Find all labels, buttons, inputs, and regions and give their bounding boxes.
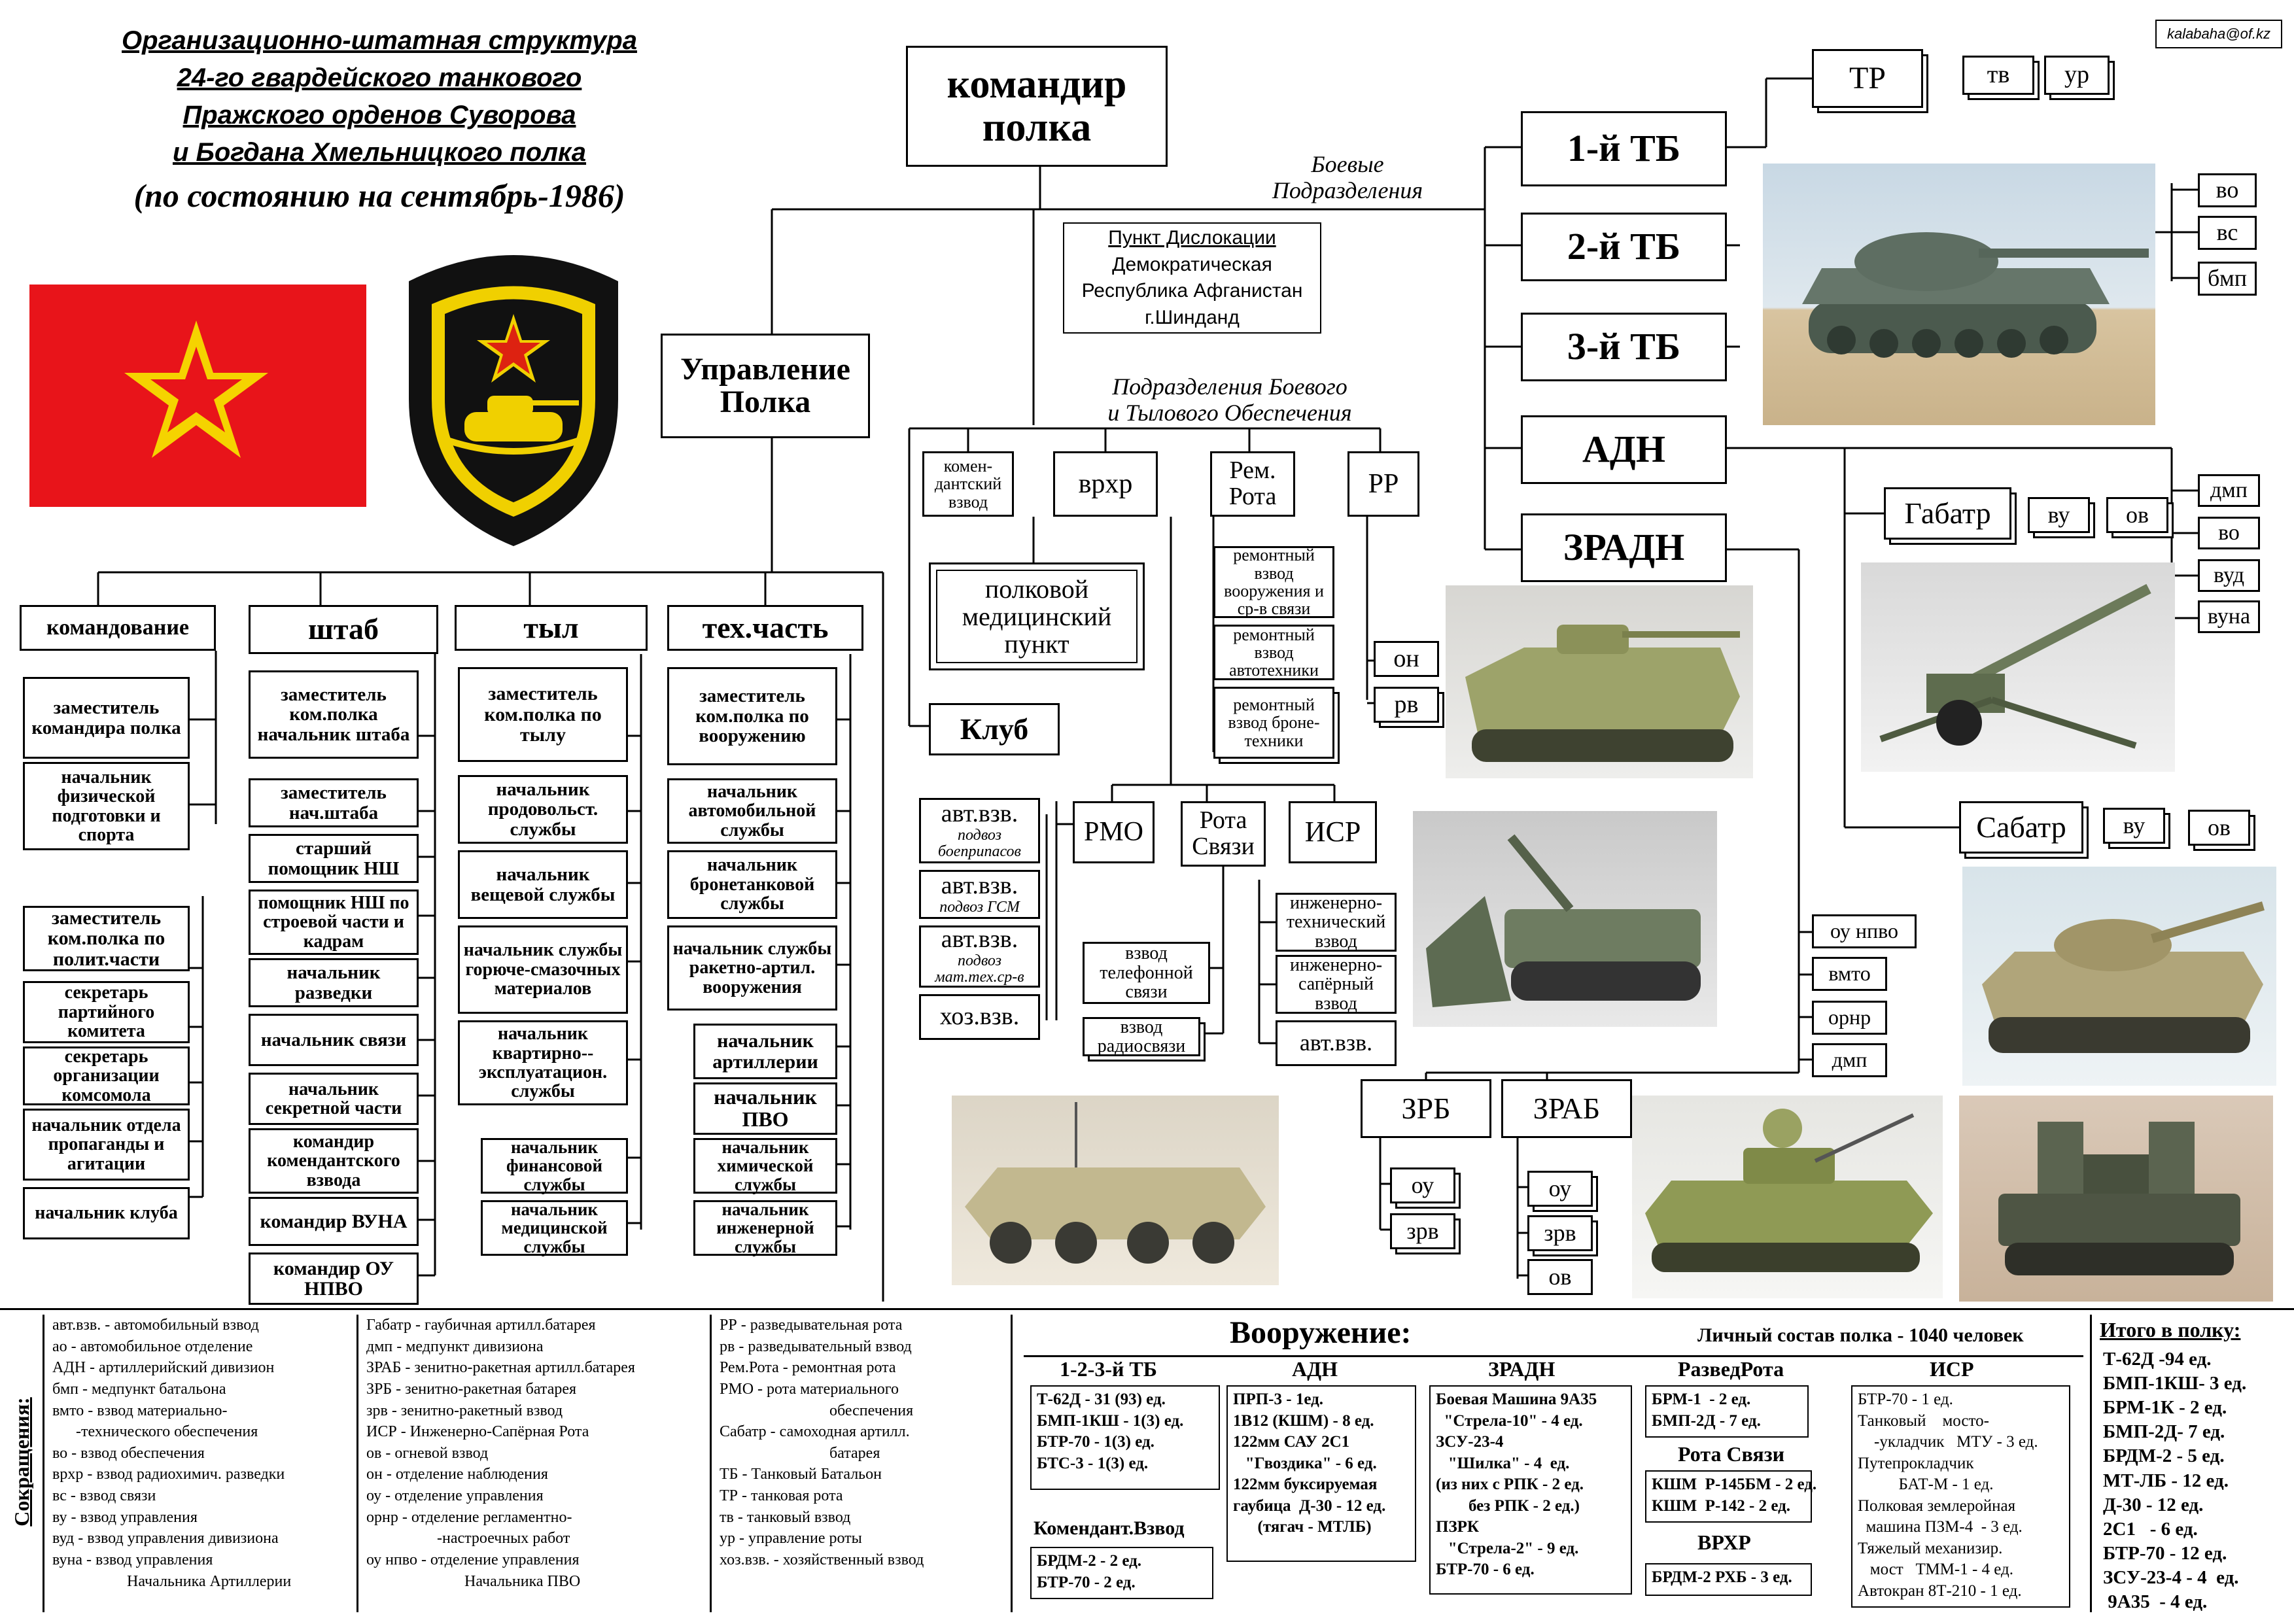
title-line: и Богдана Хмельницкого полка bbox=[172, 138, 587, 167]
arm-line: БТР-70 - 2 ед. bbox=[1037, 1573, 1136, 1591]
arm-group-komvz bbox=[1030, 1547, 1213, 1599]
rmo-platoon bbox=[919, 925, 1040, 988]
adn-sub-vuna: вуна bbox=[2198, 600, 2260, 633]
zrab-sub-zrv: зрв bbox=[1527, 1215, 1593, 1251]
abbrev-entry: во - взвод обеспечения bbox=[52, 1444, 205, 1462]
support-label-line: и Тылового Обеспечения bbox=[1107, 399, 1352, 426]
arm-line: мост ТММ-1 - 4 ед. bbox=[1858, 1561, 2014, 1578]
arm-group-vrhr bbox=[1645, 1563, 1812, 1596]
management-box: Управление Полка bbox=[661, 334, 870, 438]
adn-sub-dmp: дмп bbox=[2198, 474, 2260, 507]
arm-line: Танковый мосто- bbox=[1858, 1411, 1989, 1430]
abbrev-entry: РР - разведывательная рота bbox=[720, 1317, 903, 1334]
arm-line: БРМ-1 - 2 ед. bbox=[1652, 1391, 1751, 1408]
location-line: Пункт Дислокации bbox=[1108, 227, 1276, 249]
arm-line: 2С1 - 6 ед. bbox=[2103, 1518, 2198, 1540]
arm-head-isr: ИСР bbox=[1930, 1357, 1974, 1381]
arm-group-razv bbox=[1645, 1385, 1809, 1438]
abbrev-column bbox=[720, 1315, 924, 1571]
abbrev-entry: ву - взвод управления bbox=[52, 1508, 198, 1526]
zrab-box: ЗРАБ bbox=[1501, 1079, 1632, 1138]
arm-head-adn: АДН bbox=[1292, 1357, 1338, 1381]
arm-line: (из них с РПК - 2 ед. bbox=[1436, 1476, 1584, 1493]
rmo-platoon bbox=[919, 798, 1040, 863]
btr60-photo bbox=[952, 1096, 1279, 1285]
adn-sub-vud: вуд bbox=[2198, 559, 2260, 592]
arm-line: БРДМ-2 - 5 ед. bbox=[2103, 1445, 2225, 1467]
tb3-box: 3-й ТБ bbox=[1521, 313, 1727, 381]
abbrev-entry: ов - огневой взвод bbox=[366, 1444, 489, 1462]
abbrev-entry: -технического обеспечения bbox=[52, 1423, 258, 1441]
tyl-item: начальник службы горюче-смазочных материалов bbox=[458, 925, 628, 1014]
zradn-sub-ounpvo: оу нпво bbox=[1812, 914, 1917, 948]
arm-head-svyaz: Рота Связи bbox=[1678, 1442, 1785, 1466]
arm-line: БРДМ-2 РХБ - 3 ед. bbox=[1652, 1568, 1792, 1586]
arm-line: ЗСУ-23-4 - 4 ед. bbox=[2103, 1566, 2239, 1588]
abbrev-entry: оу нпво - отделение управления bbox=[366, 1551, 580, 1568]
arm-line: БАТ-М - 1 ед. bbox=[1858, 1476, 1994, 1493]
abbrev-col-divider bbox=[1011, 1315, 1013, 1612]
tb1-box: 1-й ТБ bbox=[1521, 111, 1727, 186]
rmo-platoon-note: подвоз боеприпасов bbox=[938, 826, 1021, 860]
arm-head-vrhr: ВРХР bbox=[1697, 1530, 1751, 1554]
abbrev-entry: оу - отделение управления bbox=[366, 1487, 544, 1504]
shtab-item: начальник секретной части bbox=[249, 1073, 419, 1125]
abbrev-entry: батарея bbox=[720, 1444, 880, 1462]
sabatr-box: Сабатр bbox=[1959, 801, 2083, 854]
location-box bbox=[1063, 222, 1321, 334]
arm-line: Полковая землеройная bbox=[1858, 1496, 2016, 1515]
personnel-count: Личный состав полка - 1040 человек bbox=[1697, 1324, 2024, 1346]
abbrev-entry: бмп - медпункт батальона bbox=[52, 1380, 226, 1398]
tb2-box: 2-й ТБ bbox=[1521, 213, 1727, 281]
arm-line: Путепрокладчик bbox=[1858, 1454, 1974, 1472]
tv-box: тв bbox=[1962, 56, 2034, 95]
abbrev-entry: ТБ - Танковый Батальон bbox=[720, 1466, 882, 1483]
rmo-platoon-note: подвоз мат.тех.ср-в bbox=[935, 952, 1024, 986]
arm-head-razv: РазведРота bbox=[1678, 1357, 1784, 1381]
zrb-sub-ou: оу bbox=[1390, 1167, 1455, 1203]
arm-line: КШМ Р-145БМ - 2 ед. bbox=[1652, 1476, 1817, 1493]
tr-box: ТР bbox=[1812, 49, 1923, 108]
tech-item: начальник ПВО bbox=[693, 1082, 837, 1135]
arm-line: БРДМ-2 - 2 ед. bbox=[1037, 1552, 1141, 1570]
arm-line: БМП-2Д - 7 ед. bbox=[1652, 1411, 1761, 1430]
shtab-item: заместитель ком.полка начальник штаба bbox=[249, 670, 419, 759]
abbrev-entry: рв - разведывательный взвод bbox=[720, 1338, 912, 1355]
abbrev-entry: ур - управление роты bbox=[720, 1530, 862, 1547]
bmp2-photo bbox=[1446, 585, 1753, 778]
support-label-line: Подразделения Боевого bbox=[1112, 373, 1347, 400]
komandovanie-item: начальник физической подготовки и спорта bbox=[23, 762, 190, 850]
tech-item: начальник химической службы bbox=[693, 1138, 837, 1194]
arm-line: ЗСУ-23-4 bbox=[1436, 1433, 1504, 1451]
arm-group-adn bbox=[1226, 1385, 1416, 1562]
shtab-item: старший помощник НШ bbox=[249, 834, 419, 883]
arm-line: Т-62Д - 31 (93) ед. bbox=[1037, 1391, 1166, 1408]
tech-item: заместитель ком.полка по вооружению bbox=[667, 667, 837, 765]
arm-line: МТ-ЛБ - 12 ед. bbox=[2103, 1470, 2229, 1491]
abbrev-entry: Габатр - гаубичная артилл.батарея bbox=[366, 1317, 596, 1334]
arm-line: БТР-70 - 1 ед. bbox=[1858, 1391, 1953, 1408]
credit: kalabaha@of.kz bbox=[2155, 20, 2282, 48]
title-line: Организационно-штатная структура bbox=[122, 26, 637, 55]
arm-line: "Шилка" - 4 ед. bbox=[1436, 1454, 1570, 1472]
svyaz-platoon: взвод телефонной связи bbox=[1083, 942, 1210, 1004]
arm-line: БТС-3 - 1(3) ед. bbox=[1037, 1454, 1149, 1472]
arm-line: гаубица Д-30 - 12 ед. bbox=[1233, 1496, 1386, 1515]
rmo-platoon bbox=[919, 870, 1040, 919]
arm-line: БТР-70 - 1(3) ед. bbox=[1037, 1433, 1155, 1451]
tech-item: начальник артиллерии bbox=[693, 1024, 837, 1079]
arm-line: ПРП-3 - 1ед. bbox=[1233, 1391, 1323, 1408]
arm-head-zradn: ЗРАДН bbox=[1488, 1357, 1555, 1381]
abbrev-entry: Рем.Рота - ремонтная рота bbox=[720, 1359, 896, 1377]
arm-line: БМП-2Д- 7 ед. bbox=[2103, 1421, 2225, 1443]
rem-platoon: ремонтный взвод вооружения и ср-в связи bbox=[1213, 546, 1334, 618]
tech-item: начальник инженерной службы bbox=[693, 1200, 837, 1256]
armament-title: Вооружение: bbox=[1230, 1315, 1412, 1350]
zradn-sub-ornr: орнр bbox=[1812, 1001, 1887, 1035]
abbrev-entry: ЗРБ - зенитно-ракетная батарея bbox=[366, 1380, 577, 1398]
abbrev-entry: вмто - взвод материально- bbox=[52, 1402, 228, 1419]
komandovanie-head: командование bbox=[20, 605, 216, 651]
rota-svyazi-box: Рота Связи bbox=[1181, 801, 1266, 867]
zsu-shilka-photo bbox=[1632, 1096, 1943, 1298]
isr-platoon: авт.взв. bbox=[1276, 1020, 1397, 1066]
arm-line: Автокран 8Т-210 - 1 ед. bbox=[1858, 1581, 2022, 1600]
combat-label: Боевые Подразделения bbox=[1272, 151, 1423, 203]
location-line: Демократическая bbox=[1112, 253, 1272, 275]
title-date: (по состоянию на сентябрь-1986) bbox=[133, 177, 625, 214]
rmo-platoon-name: авт.взв. bbox=[941, 925, 1018, 954]
arm-line: БРМ-1К - 2 ед. bbox=[2103, 1397, 2227, 1419]
tb-sub-vo: во bbox=[2198, 173, 2257, 207]
arm-line: без РПК - 2 ед.) bbox=[1436, 1496, 1580, 1515]
shtab-item: командир ВУНА bbox=[249, 1197, 419, 1246]
gabatr-ov: ов bbox=[2106, 497, 2168, 533]
star-icon bbox=[29, 285, 366, 507]
rmo-box: РМО bbox=[1073, 801, 1155, 863]
arm-head-tb: 1-2-3-й ТБ bbox=[1060, 1357, 1157, 1381]
shtab-item: командир ОУ НПВО bbox=[249, 1253, 419, 1305]
abbrev-col-divider bbox=[43, 1315, 44, 1612]
komandovanie-item: заместитель командира полка bbox=[23, 677, 190, 759]
abbrev-label: Сокращения: bbox=[10, 1397, 33, 1527]
abbrev-entry: ТР - танковая рота bbox=[720, 1487, 843, 1504]
klub-box: Клуб bbox=[929, 703, 1060, 755]
abbrev-entry: Сабатр - самоходная артилл. bbox=[720, 1423, 910, 1441]
arm-line: машина ПЗМ-4 - 3 ед. bbox=[1858, 1518, 2023, 1536]
title-line: Пражского орденов Суворова bbox=[182, 101, 576, 130]
tb-sub-vs: вс bbox=[2198, 216, 2257, 250]
rmo-platoon-name: авт.взв. bbox=[941, 799, 1018, 827]
abbrev-entry: -настроечных работ bbox=[366, 1530, 570, 1547]
shtab-item: командир комендантского взвода bbox=[249, 1128, 419, 1194]
location-line: г.Шинданд bbox=[1145, 306, 1240, 328]
arm-line: Т-62Д -94 ед. bbox=[2103, 1349, 2212, 1370]
abbrev-entry: АДН - артиллерийский дивизион bbox=[52, 1359, 275, 1377]
isr-platoon: инженерно-технический взвод bbox=[1276, 893, 1397, 952]
abbrev-entry: ЗРАБ - зенитно-ракетная артилл.батарея bbox=[366, 1359, 635, 1377]
abbrev-entry: РМО - рота материального bbox=[720, 1380, 899, 1398]
support-label bbox=[1034, 374, 1426, 426]
rmo-platoon-name: хоз.взв. bbox=[939, 1003, 1020, 1031]
arm-line: 9А35 - 4 ед. bbox=[2103, 1591, 2208, 1613]
abbrev-entry: вуна - взвод управления bbox=[52, 1551, 213, 1568]
gabatr-vu: ву bbox=[2028, 497, 2090, 533]
abbrev-entry: авт.взв. - автомобильный взвод bbox=[52, 1317, 259, 1334]
komandovanie-item: секретарь партийного комитета bbox=[23, 981, 190, 1043]
adn-sub-vo: во bbox=[2198, 517, 2260, 549]
imr-engineering-vehicle-photo bbox=[1413, 811, 1717, 1027]
abbrev-entry: Начальника ПВО bbox=[366, 1572, 581, 1590]
tyl-head: тыл bbox=[455, 605, 648, 651]
tank-troops-patch bbox=[396, 242, 631, 549]
komandovanie-item: заместитель ком.полка по полит.части bbox=[23, 906, 190, 971]
arm-line: Боевая Машина 9А35 bbox=[1436, 1391, 1597, 1408]
tech-item: начальник автомобильной службы bbox=[667, 778, 837, 844]
arm-head-komvz: Комендант.Взвод bbox=[1034, 1517, 1185, 1539]
arm-line: 122мм буксируемая bbox=[1233, 1476, 1378, 1493]
arm-line: БМП-1КШ - 1(3) ед. bbox=[1037, 1411, 1184, 1430]
abbrev-entry: врхр - взвод радиохимич. разведки bbox=[52, 1466, 285, 1483]
tyl-item: начальник вещевой службы bbox=[458, 850, 628, 919]
arm-line: "Гвоздика" - 6 ед. bbox=[1233, 1454, 1377, 1472]
arm-line: -укладчик МТУ - 3 ед. bbox=[1858, 1433, 2038, 1451]
location-line: Республика Афганистан bbox=[1081, 280, 1303, 302]
tech-head: тех.часть bbox=[667, 605, 863, 651]
shtab-item: начальник связи bbox=[249, 1014, 419, 1066]
rem-platoon: ремонтный взвод броне-техники bbox=[1213, 687, 1334, 759]
abbrev-entry: вуд - взвод управления дивизиона bbox=[52, 1530, 279, 1547]
title-block bbox=[52, 26, 706, 215]
arm-line: 1В12 (КШМ) - 8 ед. bbox=[1233, 1411, 1374, 1430]
arm-line: ПЗРК bbox=[1436, 1518, 1480, 1536]
zradn-sub-dmp: дмп bbox=[1812, 1043, 1887, 1077]
commander-box: командир полка bbox=[906, 46, 1168, 167]
2s1-gvozdika-photo bbox=[1962, 867, 2276, 1086]
abbrev-entry: зрв - зенитно-ракетный взвод bbox=[366, 1402, 563, 1419]
arm-line: "Стрела-2" - 9 ед. bbox=[1436, 1539, 1579, 1557]
isr-platoon: инженерно-сапёрный взвод bbox=[1276, 955, 1397, 1014]
abbrev-entry: орнр - отделение регламентно- bbox=[366, 1508, 572, 1526]
abbrev-entry: тв - танковый взвод bbox=[720, 1508, 851, 1526]
rmo-platoon bbox=[919, 994, 1040, 1040]
tb-sub-bmp: бмп bbox=[2198, 262, 2257, 296]
arm-line: Тяжелый механизир. bbox=[1858, 1539, 2003, 1557]
zradn-sub-vmto: вмто bbox=[1812, 957, 1887, 991]
arm-line: БТР-70 - 12 ед. bbox=[2103, 1542, 2227, 1564]
komandovanie-item: начальник клуба bbox=[23, 1187, 190, 1239]
arm-line: "Стрела-10" - 4 ед. bbox=[1436, 1411, 1583, 1430]
rmo-platoon-note: подвоз ГСМ bbox=[939, 898, 1020, 916]
arm-group-isr bbox=[1851, 1385, 2070, 1608]
tyl-item: начальник финансовой службы bbox=[481, 1138, 628, 1194]
shtab-head: штаб bbox=[249, 605, 438, 654]
abbrev-entry: ИСР - Инженерно-Сапёрная Рота bbox=[366, 1423, 589, 1441]
rem-rota-box: Рем. Рота bbox=[1210, 451, 1295, 517]
sabatr-ov: ов bbox=[2188, 810, 2250, 846]
strela10-photo bbox=[1959, 1096, 2273, 1302]
komandovanie-item: секретарь организации комсомола bbox=[23, 1046, 190, 1105]
shtab-item: заместитель нач.штаба bbox=[249, 778, 419, 827]
adn-box: АДН bbox=[1521, 415, 1727, 484]
rr-sub-rv: рв bbox=[1374, 687, 1439, 723]
abbrev-entry: он - отделение наблюдения bbox=[366, 1466, 548, 1483]
rem-platoon: ремонтный взвод автотехники bbox=[1213, 625, 1334, 680]
rr-box: РР bbox=[1347, 451, 1419, 517]
rr-sub-on: он bbox=[1374, 641, 1439, 677]
sabatr-vu: ву bbox=[2103, 808, 2165, 844]
shtab-item: начальник разведки bbox=[249, 958, 419, 1007]
tyl-item: начальник квартирно--эксплуатацион. службы bbox=[458, 1020, 628, 1105]
arm-head-total: Итого в полку: bbox=[2100, 1318, 2241, 1341]
arm-line: БМП-1КШ- 3 ед. bbox=[2103, 1373, 2247, 1394]
komendant-box: комен-дантский взвод bbox=[922, 451, 1014, 517]
arm-line: КШМ Р-142 - 2 ед. bbox=[1652, 1496, 1791, 1515]
rmo-platoon-name: авт.взв. bbox=[941, 871, 1018, 899]
abbrev-entry: вс - взвод связи bbox=[52, 1487, 156, 1504]
vrhr-box: врхр bbox=[1053, 451, 1158, 517]
abbrev-entry: Начальника Артиллерии bbox=[52, 1572, 292, 1590]
zrb-sub-zrv: зрв bbox=[1390, 1213, 1455, 1249]
arm-group-zradn bbox=[1429, 1385, 1632, 1595]
abbrev-entry: обеспечения bbox=[720, 1402, 914, 1419]
arm-group-tb bbox=[1030, 1385, 1220, 1490]
abbrev-entry: ао - автомобильное отделение bbox=[52, 1338, 253, 1355]
arm-line: (тягач - МТЛБ) bbox=[1233, 1518, 1372, 1536]
arm-group-svyaz bbox=[1645, 1470, 1817, 1523]
red-flag bbox=[29, 285, 366, 507]
total-panel bbox=[2090, 1315, 2092, 1612]
arm-line: БТР-70 - 6 ед. bbox=[1436, 1561, 1535, 1578]
shtab-item: помощник НШ по строевой части и кадрам bbox=[249, 890, 419, 955]
komandovanie-item: начальник отдела пропаганды и агитации bbox=[23, 1109, 190, 1181]
abbrev-entry: хоз.взв. - хозяйственный взвод bbox=[720, 1551, 924, 1568]
arm-group-total bbox=[2103, 1347, 2246, 1614]
zrab-sub-ov: ов bbox=[1527, 1259, 1593, 1295]
title-line: 24-го гвардейского танкового bbox=[177, 63, 582, 92]
arm-line: Д-30 - 12 ед. bbox=[2103, 1494, 2204, 1515]
med-punkt-box: полковой медицинский пункт bbox=[929, 562, 1145, 670]
arm-line: 122мм САУ 2С1 bbox=[1233, 1433, 1350, 1451]
tech-item: начальник бронетанковой службы bbox=[667, 850, 837, 919]
t62-tank-photo bbox=[1763, 164, 2155, 425]
zrab-sub-ou: оу bbox=[1527, 1171, 1593, 1207]
gun-d30-photo bbox=[1861, 562, 2175, 772]
abbrev-col-divider bbox=[356, 1315, 358, 1612]
ur-box: ур bbox=[2044, 56, 2110, 95]
abbrev-col-divider bbox=[710, 1315, 712, 1612]
tyl-item: начальник медицинской службы bbox=[481, 1200, 628, 1256]
tech-item: начальник службы ракетно-артил. вооружения bbox=[667, 925, 837, 1011]
zrb-box: ЗРБ bbox=[1361, 1079, 1491, 1138]
tyl-item: начальник продовольст. службы bbox=[458, 775, 628, 844]
abbrev-column bbox=[366, 1315, 635, 1592]
zradn-box: ЗРАДН bbox=[1521, 513, 1727, 582]
abbrev-column bbox=[52, 1315, 291, 1592]
svyaz-platoon: взвод радиосвязи bbox=[1083, 1017, 1200, 1056]
isr-box: ИСР bbox=[1289, 801, 1377, 863]
tyl-item: заместитель ком.полка по тылу bbox=[458, 667, 628, 762]
abbrev-entry: дмп - медпункт дивизиона bbox=[366, 1338, 544, 1355]
gabatr-box: Габатр bbox=[1884, 487, 2011, 540]
